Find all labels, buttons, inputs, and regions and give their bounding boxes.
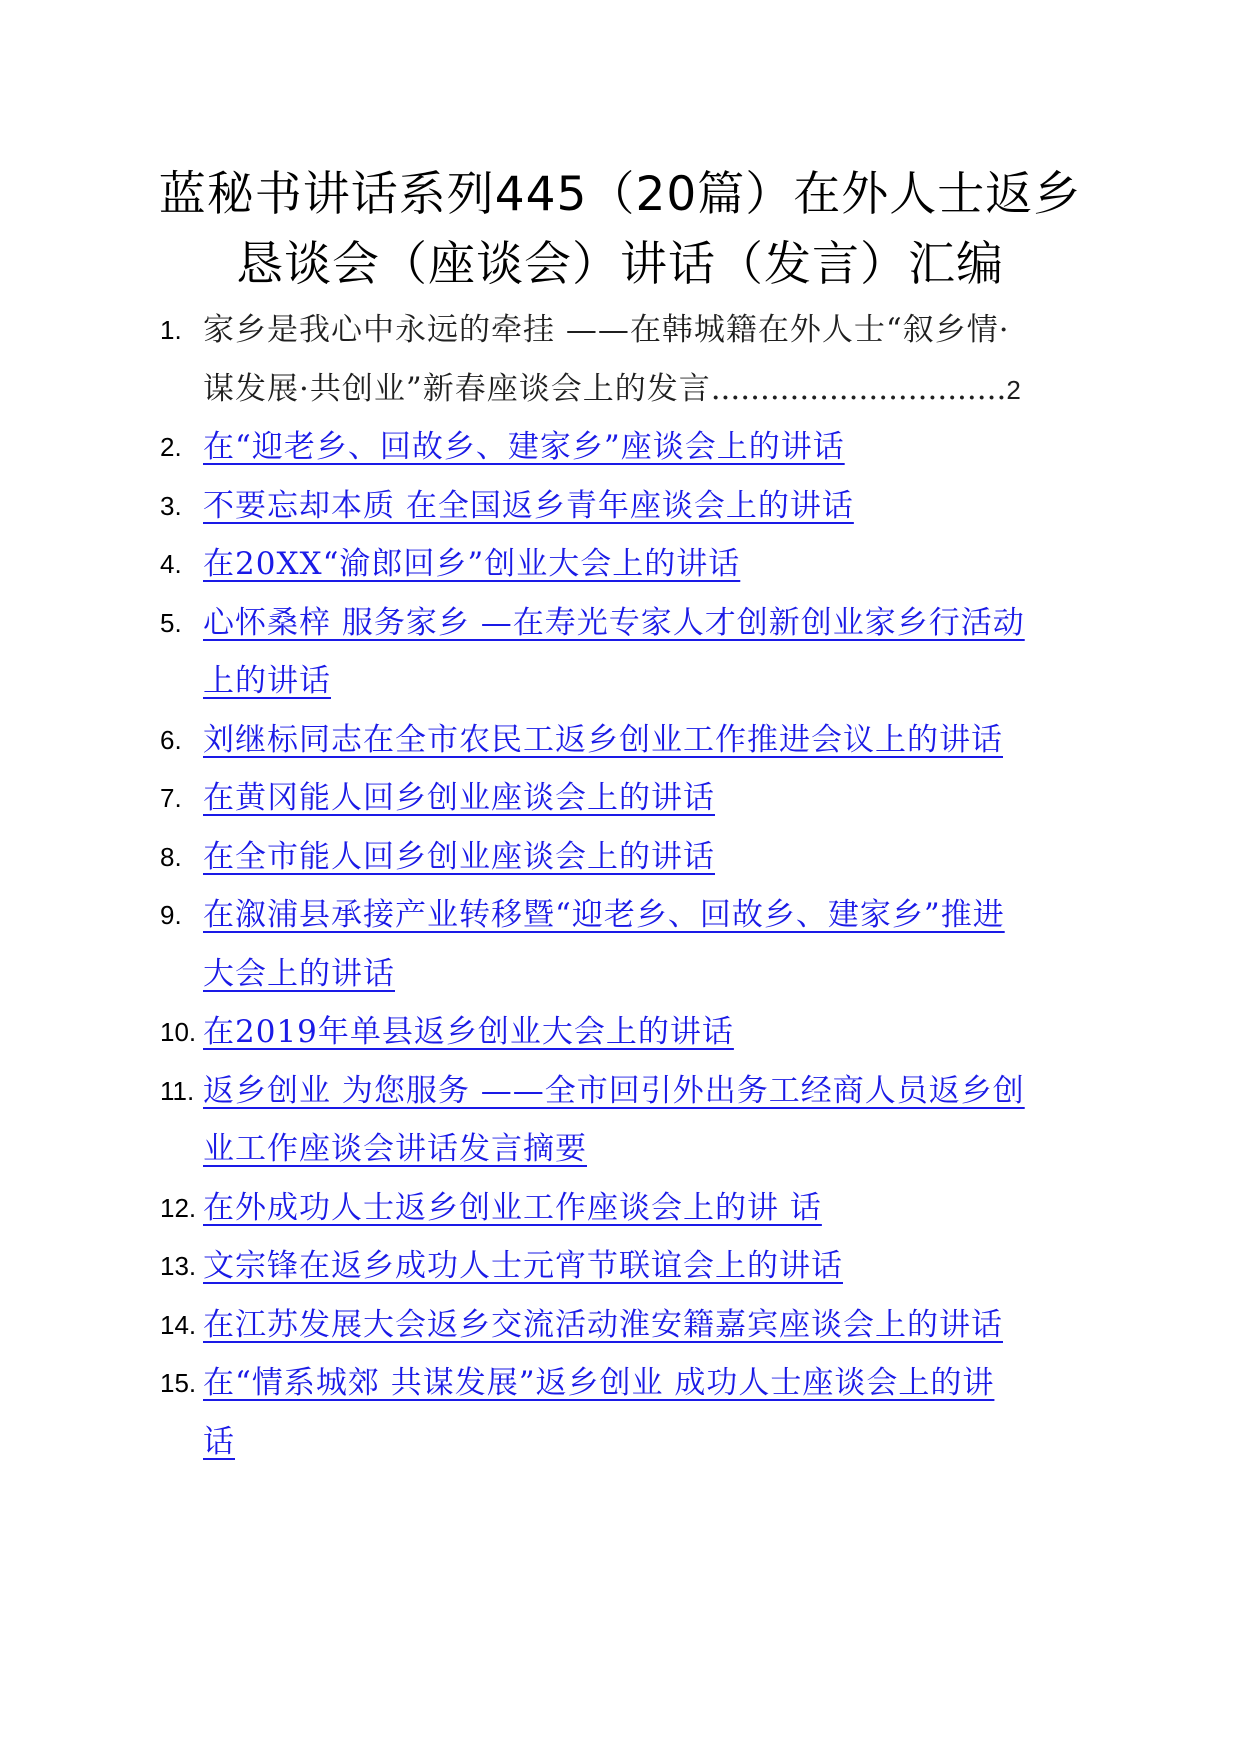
toc-entry-number: 15. [160, 1368, 197, 1398]
toc-entry-number: 6. [160, 724, 182, 755]
toc-page-number: 2 [1006, 374, 1022, 405]
toc-entry-number: 14. [160, 1309, 197, 1340]
toc-entry-link[interactable]: 返乡创业 为您服务 ——全市回引外出务工经商人员返乡创 [203, 1072, 1025, 1109]
title-line-2: 恳谈会（座谈会）讲话（发言）汇编 [236, 237, 1004, 292]
toc-entry-link[interactable]: 话 [203, 1423, 235, 1460]
toc-entry-link[interactable]: 在“情系城郊 共谋发展”返乡创业 成功人士座谈会上的讲 [203, 1365, 995, 1401]
toc-entry-link[interactable]: 在溆浦县承接产业转移暨“迎老乡、回故乡、建家乡”推进 [203, 897, 1005, 933]
toc-entry-link[interactable]: 大会上的讲话 [203, 955, 395, 992]
toc-entry-text: 谋发展·共创业”新春座谈会上的发言..............................2 [203, 370, 1022, 407]
toc-entry-number: 1. [160, 315, 182, 345]
toc-entry-link[interactable]: 在“迎老乡、回故乡、建家乡”座谈会上的讲话 [203, 429, 845, 465]
toc-entry-number: 13. [160, 1251, 197, 1281]
toc-entry-link[interactable]: 在外成功人士返乡创业工作座谈会上的讲 话 [203, 1189, 822, 1226]
toc-entry-link[interactable]: 在全市能人回乡创业座谈会上的讲话 [203, 838, 715, 875]
toc-entry-link[interactable]: 在20XX“渝郎回乡”创业大会上的讲话 [203, 546, 741, 582]
toc-entry-link[interactable]: 在2019年单县返乡创业大会上的讲话 [203, 1014, 734, 1050]
toc-entry-number: 12. [160, 1192, 197, 1223]
toc-entry-link[interactable]: 不要忘却本质 在全国返乡青年座谈会上的讲话 [203, 487, 854, 524]
toc-entry-text: 家乡是我心中永远的牵挂 ——在韩城籍在外人士“叙乡情· [203, 312, 1010, 348]
toc-entry-number: 3. [160, 490, 182, 521]
toc-entry-link[interactable]: 在江苏发展大会返乡交流活动淮安籍嘉宾座谈会上的讲话 [203, 1306, 1003, 1343]
toc-entry-link[interactable]: 业工作座谈会讲话发言摘要 [203, 1131, 587, 1167]
document-title [110, 160, 1130, 300]
title-line-1: 蓝秘书讲话系列445（20篇）在外人士返乡 [158, 167, 1082, 222]
toc-entry-link[interactable]: 在黄冈能人回乡创业座谈会上的讲话 [203, 780, 715, 816]
toc-entry-link[interactable]: 文宗锋在返乡成功人士元宵节联谊会上的讲话 [203, 1248, 843, 1284]
toc-entry-number: 5. [160, 607, 182, 638]
toc-entry-number: 7. [160, 783, 182, 813]
toc-leader-dots: .............................. [710, 370, 1007, 407]
toc-entry-number: 11. [160, 1075, 195, 1106]
toc-entry-link[interactable]: 心怀桑梓 服务家乡 —在寿光专家人才创新创业家乡行活动 [203, 604, 1025, 641]
toc-entry-number: 4. [160, 549, 182, 579]
toc-entry-link[interactable]: 刘继标同志在全市农民工返乡创业工作推进会议上的讲话 [203, 721, 1003, 758]
toc-entry-number: 10. [160, 1017, 197, 1047]
toc-entry-number: 8. [160, 841, 182, 872]
toc-entry-link[interactable]: 上的讲话 [203, 663, 331, 699]
toc-entry-number: 9. [160, 900, 182, 930]
toc-entry-number: 2. [160, 432, 182, 462]
